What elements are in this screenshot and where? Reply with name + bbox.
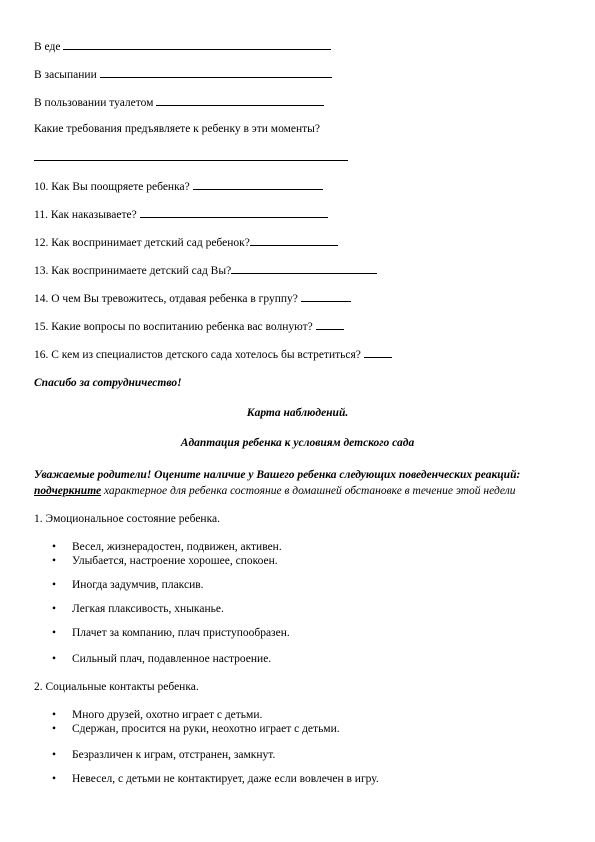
bullet-icon: • [52,541,57,553]
question-row [34,262,377,278]
intro-line-2-rest: характерное для ребенка состояние в домашней обстановке в течение этой недели [101,485,516,497]
intro-line-2 [34,484,516,498]
section-1-item[interactable]: Плачет за компанию, плач приступообразен. [72,627,290,639]
question-text: В пользовании туалетом [34,97,157,109]
answer-blank[interactable] [364,346,392,358]
question-text: 12. Как воспринимает детский сад ребенок? [34,237,250,249]
bullet-icon: • [52,723,57,735]
question-row [34,290,351,306]
question-text: 14. О чем Вы тревожитесь, отдавая ребенка в группу? [34,293,301,305]
answer-blank[interactable] [231,262,377,274]
question-row [34,122,320,136]
question-row [34,66,332,82]
answer-blank[interactable] [140,206,328,218]
bullet-icon: • [52,709,57,721]
question-text: 11. Как наказываете? [34,209,140,221]
bullet-icon: • [52,627,57,639]
intro-line-1: Уважаемые родители! Оцените наличие у Вашего ребенка следующих поведенческих реакций: [34,469,521,481]
question-row [34,234,338,250]
question-text: Какие требования предъявляете к ребенку в эти моменты? [34,123,321,135]
card-subtitle: Адаптация ребенка к условиям детского сада [180,437,415,449]
question-text: 16. С кем из специалистов детского сада хотелось бы встретиться? [34,349,364,361]
answer-blank[interactable] [301,290,351,302]
question-row [34,94,324,110]
section-2-item[interactable]: Безразличен к играм, отстранен, замкнут. [72,749,276,761]
intro-underlined-word: подчеркните [34,485,102,497]
answer-blank[interactable] [193,178,323,190]
question-text: 10. Как Вы поощряете ребенка? [34,181,193,193]
bullet-icon: • [52,653,57,665]
section-1-item[interactable]: Весел, жизнерадостен, подвижен, активен. [72,541,282,553]
bullet-icon: • [52,579,57,591]
bullet-icon: • [52,555,57,567]
section-2-item[interactable]: Сдержан, просится на руки, неохотно играет с детьми. [72,723,340,735]
bullet-icon: • [52,749,57,761]
section-2-item[interactable]: Много друзей, охотно играет с детьми. [72,709,263,721]
answer-blank[interactable] [250,234,338,246]
card-title: Карта наблюдений. [246,407,349,419]
answer-blank[interactable] [156,94,324,106]
thanks-note: Спасибо за сотрудничество! [34,377,182,389]
answer-blank[interactable] [316,318,344,330]
question-text: 15. Какие вопросы по воспитанию ребенка вас волнуют? [34,321,316,333]
question-row [34,346,392,362]
question-row [34,318,344,334]
section-1-item[interactable]: Иногда задумчив, плаксив. [72,579,204,591]
section-1-item[interactable]: Легкая плаксивость, хныканье. [72,603,224,615]
answer-blank[interactable] [100,66,332,78]
section-2-title: 2. Социальные контакты ребенка. [34,681,199,693]
question-row [34,38,331,54]
section-1-item[interactable]: Сильный плач, подавленное настроение. [72,653,272,665]
answer-blank[interactable] [63,38,331,50]
section-1-item[interactable]: Улыбается, настроение хорошее, спокоен. [72,555,278,567]
section-1-title: 1. Эмоциональное состояние ребенка. [34,513,220,525]
bullet-icon: • [52,773,57,785]
question-row [34,178,323,194]
section-2-item[interactable]: Невесел, с детьми не контактирует, даже если вовлечен в игру. [72,773,379,785]
question-row [34,206,328,222]
question-text: В еде [34,41,64,53]
question-text: В засыпании [34,69,100,81]
question-text: 13. Как воспринимаете детский сад Вы? [34,265,232,277]
bullet-icon: • [52,603,57,615]
answer-blank-full[interactable] [34,160,348,161]
